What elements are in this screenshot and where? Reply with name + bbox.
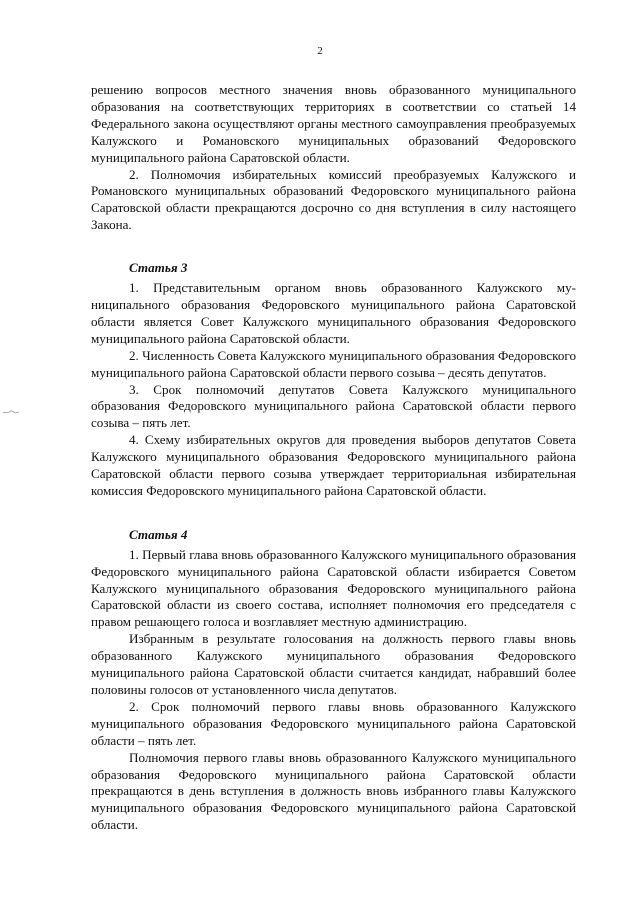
intro-paragraph-1: решению вопросов местного значения вновь образованного муниципального образования на соответствующих территориях в соответствии со статьей 14 Федерального закона осуществляют органы местного самоуправления преобразуемых Калужского и Романовского муниципальных образований Федоровского муниципального района Саратовской области.	[91, 82, 576, 165]
margin-scan-mark	[2, 403, 20, 411]
intro-paragraph-2: 2. Полномочия избирательных комиссий преобразуемых Калужского и Романовского муниципальных образований Федоровского муниципального района Саратовской области прекращаются досрочно со дня вступления в силу настоящего Закона.	[91, 166, 576, 233]
article-4-heading: Статья 4	[129, 526, 188, 542]
page-number: 2	[317, 45, 323, 57]
article-3-paragraph-4: 4. Схему избирательных округов для проведения выборов депутатов Совета Калужского муниципального образования Федоровского муниципального района Саратовской области первого созыва утверждает территориальная избирательная комиссия Федоровского муниципального района Саратовской области.	[91, 432, 576, 498]
document-body	[91, 82, 576, 834]
article-3-paragraph-2: 2. Численность Совета Калужского муниципального образования Федоровского муниципального района Саратовской области первого созыва – десять депутатов.	[91, 347, 576, 380]
article-3-paragraph-1: 1. Представительным органом вновь образованного Калужского муниципального образования Федоровского муниципального района Саратовской области является Совет Калужского муниципального образования Федоровского муниципального района Саратовской области.	[91, 280, 576, 346]
article-4-paragraph-3: 2. Срок полномочий первого главы вновь образованного Калужского муниципального образования Федоровского муниципального района Саратовской области – пять лет.	[91, 698, 576, 748]
article-3-paragraph-3: 3. Срок полномочий депутатов Совета Калужского муниципального образования Федоровского муниципального района Саратовской области первого созыва – пять лет.	[91, 381, 576, 431]
article-4-paragraph-4: Полномочия первого главы вновь образованного Калужского муниципального образования Федоровского муниципального района Саратовской области прекращаются в день вступления в должность вновь избранного главы Калужского муниципального образования Федоровского муниципального района Саратовской области.	[91, 749, 576, 833]
article-4-paragraph-2: Избранным в результате голосования на должность первого главы вновь образованного Калужского муниципального образования Федоровского муниципального района Саратовской области считается кандидат, набравший более половины голосов от установленного числа депутатов.	[91, 631, 576, 697]
article-3-heading: Статья 3	[129, 260, 188, 276]
article-4-paragraph-1: 1. Первый глава вновь образованного Калужского муниципального образования Федоровского муниципального района Саратовской области избирается Советом Калужского муниципального образования Федоровского муниципального района Саратовской области из своего состава, исполняет полномочия его председателя с правом решающего голоса и возглавляет местную администрацию.	[91, 546, 576, 630]
